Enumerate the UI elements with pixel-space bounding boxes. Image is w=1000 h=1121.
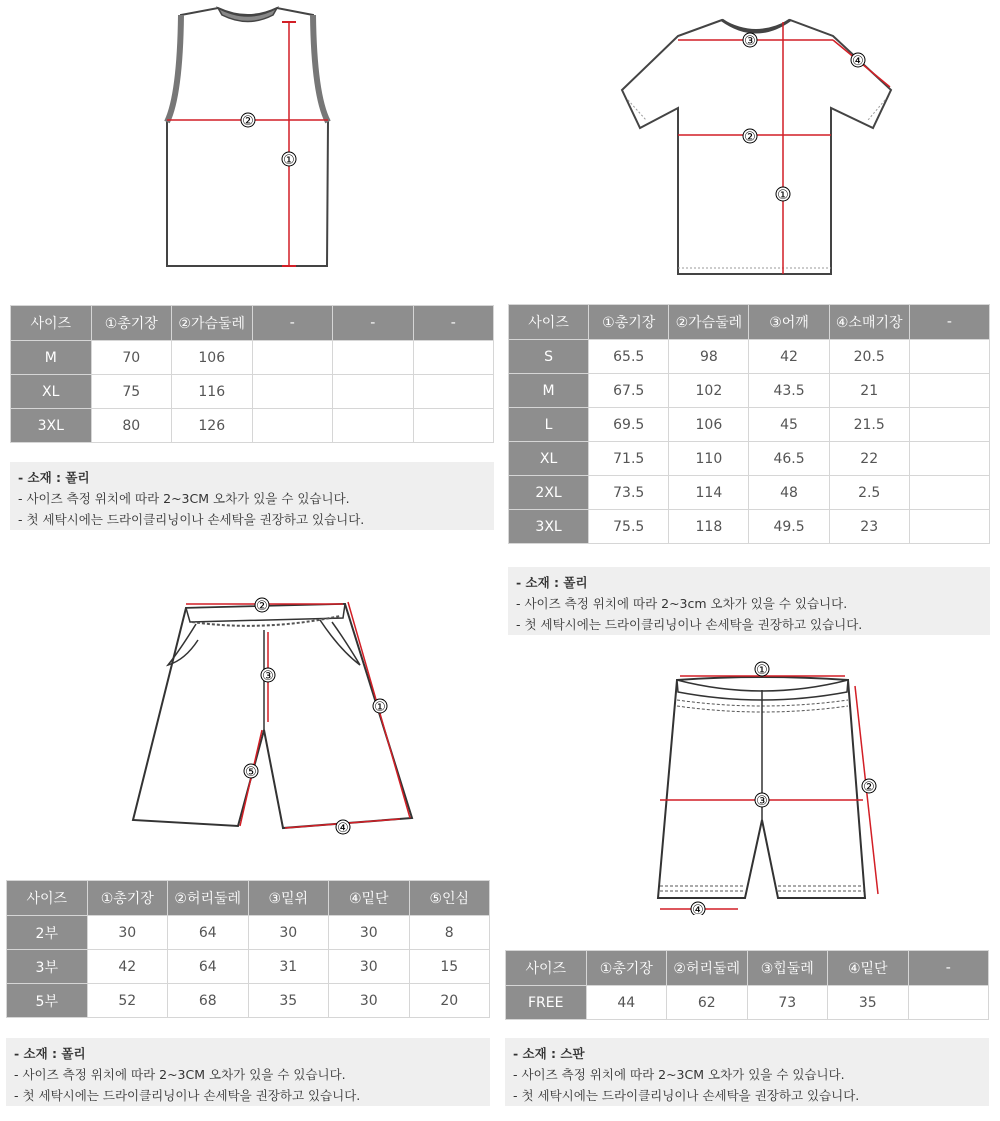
notes-sleeveless [10,462,494,530]
table-cell [909,510,989,544]
size-label: 3부 [7,950,88,984]
table-cell: 22 [829,442,909,476]
header-empty: - [908,951,989,986]
table-cell: 67.5 [589,374,669,408]
header-hem: ④밑단 [329,881,410,916]
marker-1: ① [777,188,789,203]
header-size: 사이즈 [7,881,88,916]
table-cell [333,341,414,375]
table-cell: 20 [409,984,490,1018]
measure-note: - 사이즈 측정 위치에 따라 2~3CM 오차가 있을 수 있습니다. [513,1067,845,1082]
table-cell [908,986,989,1020]
table-cell: 114 [669,476,749,510]
table-cell: 110 [669,442,749,476]
table-cell [413,375,494,409]
header-empty: - [252,306,333,341]
table-cell: 70 [91,341,172,375]
header-empty: - [909,305,989,340]
table-cell: 106 [172,341,253,375]
header-length: ①총기장 [87,881,168,916]
header-size: 사이즈 [506,951,587,986]
table-cell: 43.5 [749,374,829,408]
table-cell: 69.5 [589,408,669,442]
header-size: 사이즈 [509,305,589,340]
table-cell [333,375,414,409]
header-sleeve: ④소매기장 [829,305,909,340]
notes-leggings [505,1038,989,1106]
table-cell: 73 [747,986,828,1020]
table-cell: 118 [669,510,749,544]
table-cell: 35 [248,984,329,1018]
size-label: 5부 [7,984,88,1018]
sleeveless-illustration [150,0,350,275]
measure-note: - 사이즈 측정 위치에 따라 2~3CM 오차가 있을 수 있습니다. [14,1067,346,1082]
table-cell: 23 [829,510,909,544]
table-cell: 126 [172,409,253,443]
size-label: 3XL [11,409,92,443]
table-row [509,442,990,476]
table-cell: 65.5 [589,340,669,374]
table-cell [333,409,414,443]
notes-tshirt [508,567,990,635]
marker-3: ③ [756,794,768,809]
table-cell: 8 [409,916,490,950]
table-cell [252,375,333,409]
table-row [11,409,494,443]
table-cell [252,341,333,375]
table-cell: 30 [248,916,329,950]
table-cell: 71.5 [589,442,669,476]
table-cell: 73.5 [589,476,669,510]
table-cell: 21.5 [829,408,909,442]
table-row [11,375,494,409]
table-cell: 62 [667,986,748,1020]
wash-note: - 첫 세탁시에는 드라이클리닝이나 손세탁을 권장하고 있습니다. [516,617,863,632]
marker-2: ② [744,130,756,145]
header-waist: ②허리둘레 [168,881,249,916]
marker-4: ④ [852,54,864,69]
table-cell: 31 [248,950,329,984]
marker-2: ② [863,780,875,795]
table-cell: 106 [669,408,749,442]
table-cell [413,409,494,443]
table-cell: 64 [168,950,249,984]
table-row [509,408,990,442]
size-label: XL [11,375,92,409]
table-cell: 20.5 [829,340,909,374]
table-cell: 52 [87,984,168,1018]
table-row [509,374,990,408]
material-note: - 소재 : 폴리 [18,470,90,485]
size-label: XL [509,442,589,476]
tshirt-illustration [615,10,905,290]
size-label: M [11,341,92,375]
table-cell: 98 [669,340,749,374]
marker-1: ① [374,700,386,715]
header-chest: ②가슴둘레 [669,305,749,340]
table-cell: 46.5 [749,442,829,476]
table-row [7,950,490,984]
table-cell: 102 [669,374,749,408]
table-cell: 75.5 [589,510,669,544]
material-note: - 소재 : 폴리 [14,1046,86,1061]
header-rise: ③밑위 [248,881,329,916]
marker-3: ③ [744,34,756,49]
table-row [11,341,494,375]
header-size: 사이즈 [11,306,92,341]
table-cell: 116 [172,375,253,409]
marker-1: ① [283,153,295,168]
header-empty: - [333,306,414,341]
table-cell: 30 [329,916,410,950]
shorts-illustration [120,590,430,840]
table-row [506,986,989,1020]
marker-2: ② [242,114,254,129]
size-label: 3XL [509,510,589,544]
table-cell [413,341,494,375]
table-row [7,984,490,1018]
table-cell: 30 [329,984,410,1018]
table-cell [909,340,989,374]
table-cell: 21 [829,374,909,408]
table-row [509,510,990,544]
size-label: L [509,408,589,442]
wash-note: - 첫 세탁시에는 드라이클리닝이나 손세탁을 권장하고 있습니다. [513,1088,860,1103]
header-waist: ②허리둘레 [667,951,748,986]
table-cell: 2.5 [829,476,909,510]
table-cell: 49.5 [749,510,829,544]
table-cell: 48 [749,476,829,510]
leggings-illustration [650,660,890,915]
material-note: - 소재 : 폴리 [516,575,588,590]
header-chest: ②가슴둘레 [172,306,253,341]
size-label: FREE [506,986,587,1020]
size-label: M [509,374,589,408]
table-cell: 64 [168,916,249,950]
size-table-sleeveless [10,305,494,443]
wash-note: - 첫 세탁시에는 드라이클리닝이나 손세탁을 권장하고 있습니다. [18,512,365,527]
marker-4: ④ [337,821,349,836]
wash-note: - 첫 세탁시에는 드라이클리닝이나 손세탁을 권장하고 있습니다. [14,1088,361,1103]
table-cell: 42 [87,950,168,984]
table-cell [909,476,989,510]
table-cell [909,374,989,408]
table-row [509,340,990,374]
table-cell: 44 [586,986,667,1020]
material-note: - 소재 : 스판 [513,1046,585,1061]
size-label: 2XL [509,476,589,510]
notes-shorts [6,1038,490,1106]
header-length: ①총기장 [586,951,667,986]
header-hem: ④밑단 [828,951,909,986]
table-cell: 68 [168,984,249,1018]
size-table-tshirt [508,304,990,544]
marker-2: ② [256,599,268,614]
header-shoulder: ③어깨 [749,305,829,340]
table-row [7,916,490,950]
table-cell: 15 [409,950,490,984]
size-table-shorts [6,880,490,1018]
header-empty: - [413,306,494,341]
measure-note: - 사이즈 측정 위치에 따라 2~3cm 오차가 있을 수 있습니다. [516,596,848,611]
size-label: 2부 [7,916,88,950]
marker-5: ⑤ [245,765,257,780]
header-inseam: ⑤인심 [409,881,490,916]
table-cell [252,409,333,443]
marker-3: ③ [262,669,274,684]
header-hip: ③힙둘레 [747,951,828,986]
marker-4: ④ [692,903,704,915]
table-cell: 75 [91,375,172,409]
table-cell: 45 [749,408,829,442]
size-label: S [509,340,589,374]
table-cell [909,408,989,442]
header-length: ①총기장 [91,306,172,341]
table-row [509,476,990,510]
marker-1: ① [756,663,768,678]
size-table-leggings [505,950,989,1020]
table-cell: 35 [828,986,909,1020]
table-cell: 80 [91,409,172,443]
table-cell: 30 [87,916,168,950]
measure-note: - 사이즈 측정 위치에 따라 2~3CM 오차가 있을 수 있습니다. [18,491,350,506]
header-length: ①총기장 [589,305,669,340]
table-cell [909,442,989,476]
table-cell: 30 [329,950,410,984]
table-cell: 42 [749,340,829,374]
